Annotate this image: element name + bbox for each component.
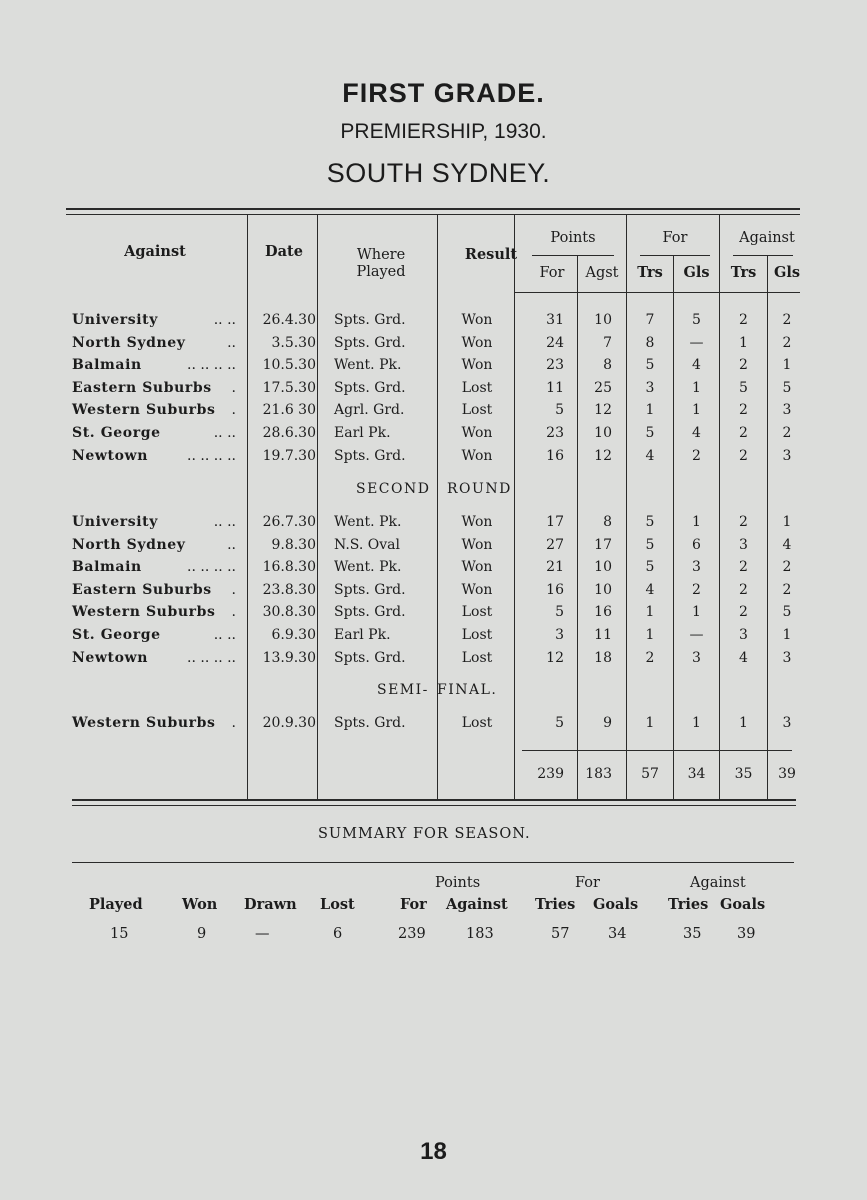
- row-leader-dots: .. ..: [213, 425, 236, 441]
- row-result: Lost: [461, 627, 493, 643]
- row-venue: Spts. Grd.: [334, 380, 406, 396]
- row-tries-against: 2: [739, 312, 748, 328]
- summary-played-header: Played: [89, 896, 143, 913]
- row-goals-against: 3: [782, 650, 792, 666]
- row-team: St. George: [72, 627, 161, 643]
- row-date: 20.9.30: [262, 715, 316, 731]
- row-tries-for: 1: [645, 604, 655, 620]
- row-points-against: 12: [594, 402, 612, 418]
- row-team: Newtown: [72, 448, 148, 464]
- header-against: Against: [124, 243, 186, 260]
- row-result: Won: [461, 425, 493, 441]
- row-points-for: 16: [546, 582, 564, 598]
- row-goals-against: 2: [782, 559, 792, 575]
- row-goals-for: —: [689, 627, 704, 643]
- row-goals-for: 4: [692, 357, 701, 373]
- summary-points-label: Points: [435, 875, 481, 891]
- row-points-against: 10: [594, 582, 612, 598]
- row-tries-for: 5: [645, 425, 655, 441]
- second-round-label-a: SECOND: [356, 481, 431, 497]
- row-tries-against: 2: [739, 604, 748, 620]
- row-points-for: 5: [555, 402, 564, 418]
- row-leader-dots: ..: [227, 537, 236, 553]
- row-team: University: [72, 312, 158, 328]
- summary-points-against-value: 183: [466, 926, 494, 942]
- row-tries-against: 2: [739, 514, 748, 530]
- row-points-against: 18: [594, 650, 612, 666]
- row-team: St. George: [72, 425, 161, 441]
- points-underline: [532, 255, 614, 256]
- summary-for-label: For: [575, 875, 600, 891]
- row-date: 26.7.30: [262, 514, 316, 530]
- row-leader-dots: .. .. .. ..: [187, 650, 236, 666]
- total-tries-for: 57: [641, 766, 659, 782]
- row-leader-dots: .. ..: [213, 312, 236, 328]
- row-tries-for: 5: [645, 514, 655, 530]
- summary-lost-value: 6: [333, 926, 343, 942]
- header-trs: Trs: [637, 264, 663, 281]
- col-divider: [626, 214, 627, 800]
- row-tries-against: 4: [739, 650, 748, 666]
- row-venue: Spts. Grd.: [334, 335, 406, 351]
- row-venue: Earl Pk.: [334, 425, 391, 441]
- summary-against-label: Against: [690, 875, 746, 891]
- row-result: Lost: [461, 604, 493, 620]
- row-date: 9.8.30: [271, 537, 316, 553]
- row-tries-against: 3: [739, 537, 748, 553]
- row-leader-dots: .. ..: [213, 627, 236, 643]
- row-result: Lost: [461, 715, 493, 731]
- header-gls-against: Gls: [773, 264, 801, 281]
- summary-won-value: 9: [197, 926, 207, 942]
- row-goals-for: 5: [692, 312, 701, 328]
- row-team: Balmain: [72, 357, 142, 373]
- header-bottom-rule: [514, 292, 800, 293]
- row-result: Lost: [461, 402, 493, 418]
- row-team: North Sydney: [72, 335, 186, 351]
- team-heading: SOUTH SYDNEY.: [326, 158, 551, 188]
- row-venue: Spts. Grd.: [334, 582, 406, 598]
- row-date: 21.6 30: [262, 402, 316, 418]
- row-points-against: 10: [594, 425, 612, 441]
- row-points-for: 23: [546, 425, 564, 441]
- row-goals-against: 1: [782, 357, 792, 373]
- row-points-against: 7: [603, 335, 612, 351]
- summary-goals-for-header: Goals: [593, 896, 639, 913]
- row-goals-for: 1: [692, 604, 701, 620]
- row-goals-for: 4: [692, 425, 701, 441]
- summary-points-for-value: 239: [398, 926, 426, 942]
- summary-heading: SUMMARY FOR SEASON.: [318, 826, 531, 842]
- row-goals-against: 4: [782, 537, 792, 553]
- summary-goals-for-value: 34: [608, 926, 627, 942]
- col-divider: [719, 214, 720, 800]
- row-team: University: [72, 514, 158, 530]
- header-for-group: For: [662, 230, 688, 246]
- row-team: Western Suburbs: [72, 604, 216, 620]
- row-goals-for: 2: [692, 448, 701, 464]
- row-leader-dots: .: [231, 380, 236, 396]
- row-result: Won: [461, 582, 493, 598]
- row-points-against: 17: [594, 537, 612, 553]
- row-points-for: 31: [546, 312, 564, 328]
- row-tries-for: 7: [645, 312, 655, 328]
- row-venue: N.S. Oval: [334, 537, 401, 553]
- row-goals-against: 3: [782, 448, 792, 464]
- header-trs-against: Trs: [730, 264, 757, 281]
- summary-goals-against-header: Goals: [720, 896, 766, 913]
- header-where-1: Where: [356, 247, 406, 263]
- row-goals-for: —: [689, 335, 704, 351]
- summary-tries-for-value: 57: [551, 926, 570, 942]
- row-date: 13.9.30: [262, 650, 316, 666]
- bottom-rule: [72, 799, 796, 801]
- summary-played-value: 15: [110, 926, 129, 942]
- row-result: Won: [461, 559, 493, 575]
- row-result: Won: [461, 312, 493, 328]
- row-points-against: 25: [594, 380, 612, 396]
- row-tries-for: 3: [645, 380, 655, 396]
- row-points-against: 8: [603, 514, 612, 530]
- total-goals-against: 39: [778, 766, 796, 782]
- summary-goals-against-value: 39: [737, 926, 756, 942]
- row-goals-for: 1: [692, 715, 701, 731]
- row-points-for: 27: [546, 537, 564, 553]
- summary-points-for-header: For: [400, 896, 427, 913]
- row-points-against: 10: [594, 312, 612, 328]
- total-tries-against: 35: [734, 766, 753, 782]
- row-result: Lost: [461, 380, 493, 396]
- row-goals-against: 1: [782, 627, 792, 643]
- row-venue: Spts. Grd.: [334, 448, 406, 464]
- summary-tries-for-header: Tries: [535, 896, 576, 913]
- row-team: Newtown: [72, 650, 148, 666]
- col-divider: [437, 214, 438, 800]
- row-leader-dots: .: [231, 402, 236, 418]
- row-goals-for: 3: [692, 650, 701, 666]
- row-goals-against: 2: [782, 312, 792, 328]
- row-points-for: 24: [546, 335, 564, 351]
- row-points-for: 5: [555, 604, 564, 620]
- row-leader-dots: .: [231, 582, 236, 598]
- row-points-for: 17: [546, 514, 564, 530]
- row-points-for: 23: [546, 357, 564, 373]
- row-venue: Went. Pk.: [334, 514, 402, 530]
- row-tries-for: 4: [645, 582, 655, 598]
- col-divider: [514, 214, 515, 800]
- row-goals-for: 1: [692, 514, 701, 530]
- row-venue: Spts. Grd.: [334, 312, 406, 328]
- row-tries-against: 2: [739, 582, 748, 598]
- header-pts-agst: Agst: [585, 265, 619, 281]
- row-result: Lost: [461, 650, 493, 666]
- row-goals-for: 6: [692, 537, 701, 553]
- row-venue: Went. Pk.: [334, 357, 402, 373]
- page-subtitle: PREMIERSHIP, 1930.: [340, 120, 547, 143]
- row-tries-for: 5: [645, 559, 655, 575]
- row-team: Western Suburbs: [72, 715, 216, 731]
- row-date: 6.9.30: [271, 627, 316, 643]
- row-venue: Spts. Grd.: [334, 715, 406, 731]
- semi-final-label-a: SEMI-: [377, 682, 429, 698]
- for-underline: [640, 255, 710, 256]
- row-date: 19.7.30: [262, 448, 316, 464]
- row-points-for: 5: [555, 715, 564, 731]
- page-number: 18: [420, 1138, 447, 1165]
- row-tries-for: 5: [645, 537, 655, 553]
- row-date: 3.5.30: [271, 335, 316, 351]
- row-goals-against: 2: [782, 425, 792, 441]
- row-date: 17.5.30: [262, 380, 316, 396]
- against-underline: [733, 255, 793, 256]
- summary-rule: [72, 862, 794, 863]
- summary-lost-header: Lost: [320, 896, 355, 913]
- row-team: North Sydney: [72, 537, 186, 553]
- bottom-rule-inner: [72, 805, 796, 806]
- row-result: Won: [461, 357, 493, 373]
- header-gls: Gls: [683, 264, 710, 281]
- row-date: 10.5.30: [262, 357, 316, 373]
- summary-tries-against-value: 35: [683, 926, 702, 942]
- row-leader-dots: ..: [227, 335, 236, 351]
- row-points-for: 12: [546, 650, 564, 666]
- row-tries-against: 2: [739, 448, 748, 464]
- second-round-label-b: ROUND: [447, 481, 512, 497]
- total-goals-for: 34: [687, 766, 706, 782]
- row-leader-dots: .: [231, 715, 236, 731]
- row-goals-against: 2: [782, 582, 792, 598]
- row-date: 26.4.30: [262, 312, 316, 328]
- row-leader-dots: .: [231, 604, 236, 620]
- top-rule: [66, 208, 800, 210]
- row-result: Won: [461, 335, 493, 351]
- summary-won-header: Won: [182, 896, 218, 913]
- header-result: Result: [464, 246, 518, 263]
- row-venue: Went. Pk.: [334, 559, 402, 575]
- row-tries-against: 2: [739, 402, 748, 418]
- row-tries-for: 5: [645, 357, 655, 373]
- row-points-against: 9: [603, 715, 612, 731]
- row-points-against: 11: [594, 627, 612, 643]
- row-tries-against: 2: [739, 425, 748, 441]
- row-leader-dots: .. .. .. ..: [187, 448, 236, 464]
- summary-tries-against-header: Tries: [668, 896, 709, 913]
- row-date: 28.6.30: [262, 425, 316, 441]
- row-leader-dots: .. .. .. ..: [187, 559, 236, 575]
- header-pts-for: For: [539, 265, 565, 281]
- header-points: Points: [550, 230, 596, 246]
- semi-final-label-b: FINAL.: [437, 682, 498, 698]
- row-result: Won: [461, 514, 493, 530]
- row-goals-against: 3: [782, 402, 792, 418]
- row-goals-for: 1: [692, 402, 701, 418]
- row-points-against: 8: [603, 357, 612, 373]
- row-tries-against: 5: [739, 380, 748, 396]
- row-goals-for: 1: [692, 380, 701, 396]
- row-tries-against: 1: [739, 715, 748, 731]
- summary-drawn-header: Drawn: [244, 896, 297, 913]
- row-tries-for: 8: [645, 335, 655, 351]
- row-points-against: 12: [594, 448, 612, 464]
- row-team: Eastern Suburbs: [72, 582, 212, 598]
- row-points-for: 3: [555, 627, 564, 643]
- row-tries-for: 2: [645, 650, 655, 666]
- row-venue: Spts. Grd.: [334, 604, 406, 620]
- col-divider: [247, 214, 248, 800]
- row-points-for: 16: [546, 448, 564, 464]
- header-against-group: Against: [739, 230, 795, 246]
- row-tries-against: 2: [739, 357, 748, 373]
- row-points-for: 11: [546, 380, 564, 396]
- row-date: 23.8.30: [262, 582, 316, 598]
- row-venue: Earl Pk.: [334, 627, 391, 643]
- row-venue: Agrl. Grd.: [334, 402, 405, 418]
- row-goals-against: 3: [782, 715, 792, 731]
- row-goals-for: 2: [692, 582, 701, 598]
- row-goals-against: 5: [782, 380, 792, 396]
- totals-rule: [522, 750, 792, 751]
- row-goals-against: 5: [782, 604, 792, 620]
- page-title: FIRST GRADE.: [342, 78, 545, 108]
- total-points-for: 239: [537, 766, 564, 782]
- row-result: Won: [461, 448, 493, 464]
- row-leader-dots: .. ..: [213, 514, 236, 530]
- row-goals-against: 1: [782, 514, 792, 530]
- row-leader-dots: .. .. .. ..: [187, 357, 236, 373]
- row-tries-for: 1: [645, 402, 655, 418]
- row-date: 16.8.30: [262, 559, 316, 575]
- row-tries-for: 1: [645, 715, 655, 731]
- header-where-2: Played: [356, 264, 406, 280]
- summary-drawn-value: —: [255, 926, 270, 942]
- row-points-against: 10: [594, 559, 612, 575]
- row-tries-against: 3: [739, 627, 748, 643]
- row-date: 30.8.30: [262, 604, 316, 620]
- row-team: Balmain: [72, 559, 142, 575]
- row-team: Western Suburbs: [72, 402, 216, 418]
- top-rule-inner: [66, 214, 800, 215]
- col-divider: [317, 214, 318, 800]
- row-goals-against: 2: [782, 335, 792, 351]
- row-tries-against: 2: [739, 559, 748, 575]
- row-tries-against: 1: [739, 335, 748, 351]
- row-tries-for: 1: [645, 627, 655, 643]
- summary-points-against-header: Against: [446, 896, 508, 913]
- row-goals-for: 3: [692, 559, 701, 575]
- row-points-for: 21: [546, 559, 564, 575]
- row-team: Eastern Suburbs: [72, 380, 212, 396]
- row-venue: Spts. Grd.: [334, 650, 406, 666]
- row-result: Won: [461, 537, 493, 553]
- row-points-against: 16: [594, 604, 612, 620]
- row-tries-for: 4: [645, 448, 655, 464]
- header-date: Date: [265, 243, 303, 260]
- total-points-against: 183: [585, 766, 612, 782]
